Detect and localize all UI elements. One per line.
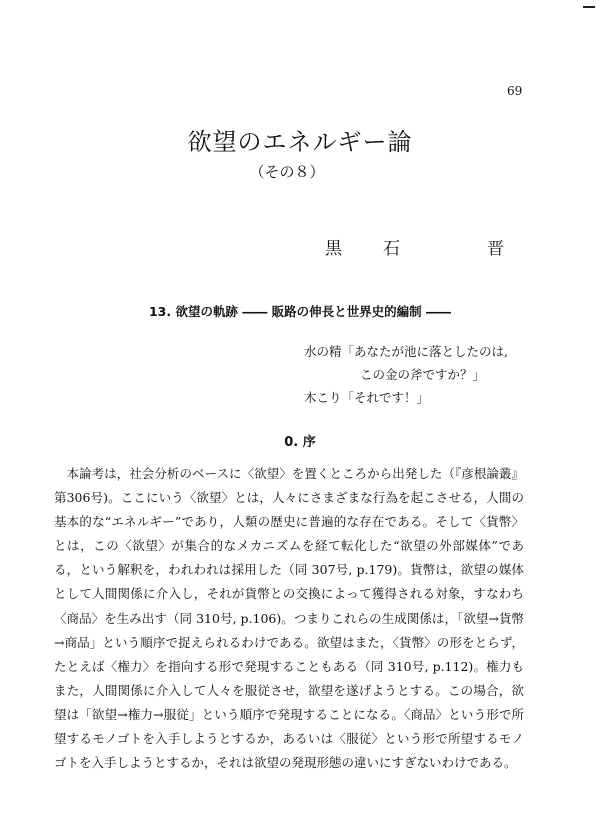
- article-title: 欲望のエネルギー論: [187, 128, 413, 156]
- body-text: [54, 462, 524, 775]
- author-name: [325, 234, 504, 259]
- epigraph-line: 水の精「あなたが池に落としたのは,: [304, 344, 508, 359]
- author-char-1: 黒: [325, 239, 342, 259]
- subsection-title: 0. 序: [284, 435, 316, 450]
- author-char-2: 石: [383, 239, 400, 259]
- section-heading: 13. 欲望の軌跡 ―― 販路の伸長と世界史的編制 ――: [148, 304, 452, 319]
- epigraph-line: 木こり「それです！」: [304, 390, 430, 405]
- author-char-3: 晋: [487, 239, 504, 259]
- epigraph: [304, 340, 508, 409]
- epigraph-line: この金の斧ですか？」: [360, 367, 486, 382]
- page-number: 69: [507, 84, 523, 98]
- article-subtitle: （その８）: [249, 163, 325, 181]
- body-paragraph: 本論考は，社会分析のベースに〈欲望〉を置くところから出発した（『彦根論叢』第306号)。ここにいう〈欲望〉とは，人々にさまざまな行為を起こさせる，人間の基本的な“エネルギー”であり，人類の歴史に普遍的な存在である。そして〈貨幣〉とは，この〈欲望〉が集合的なメカニズムを経て転化した“欲望の外部媒体”である，という解釈を，われわれは採用した（同 307号, p.179)。貨幣は，欲望の媒体として人間関係に介入し，それが貨幣との交換によって獲得される対象，すなわち〈商品〉を生み出す（同 310号, p.106)。つまりこれらの生成関係は，「欲望→貨幣→商品」という順序で捉えられるわけである。欲望はまた，〈貨幣〉の形をとらず，たとえば〈権力〉を指向する形で発現することもある（同 310号, p.112)。権力もまた，人間関係に介入して人々を服従させ，欲望を遂げようとする。この場合，欲望は「欲望→権力→服従」という順序で発現することになる。〈商品〉という形で所望するモノゴトを入手しようとするか，あるいは〈服従〉という形で所望するモノゴトを入手しようとするか，それは欲望の発現形態の違いにすぎないわけである。: [54, 466, 524, 771]
- page-corner-mark: [583, 6, 595, 8]
